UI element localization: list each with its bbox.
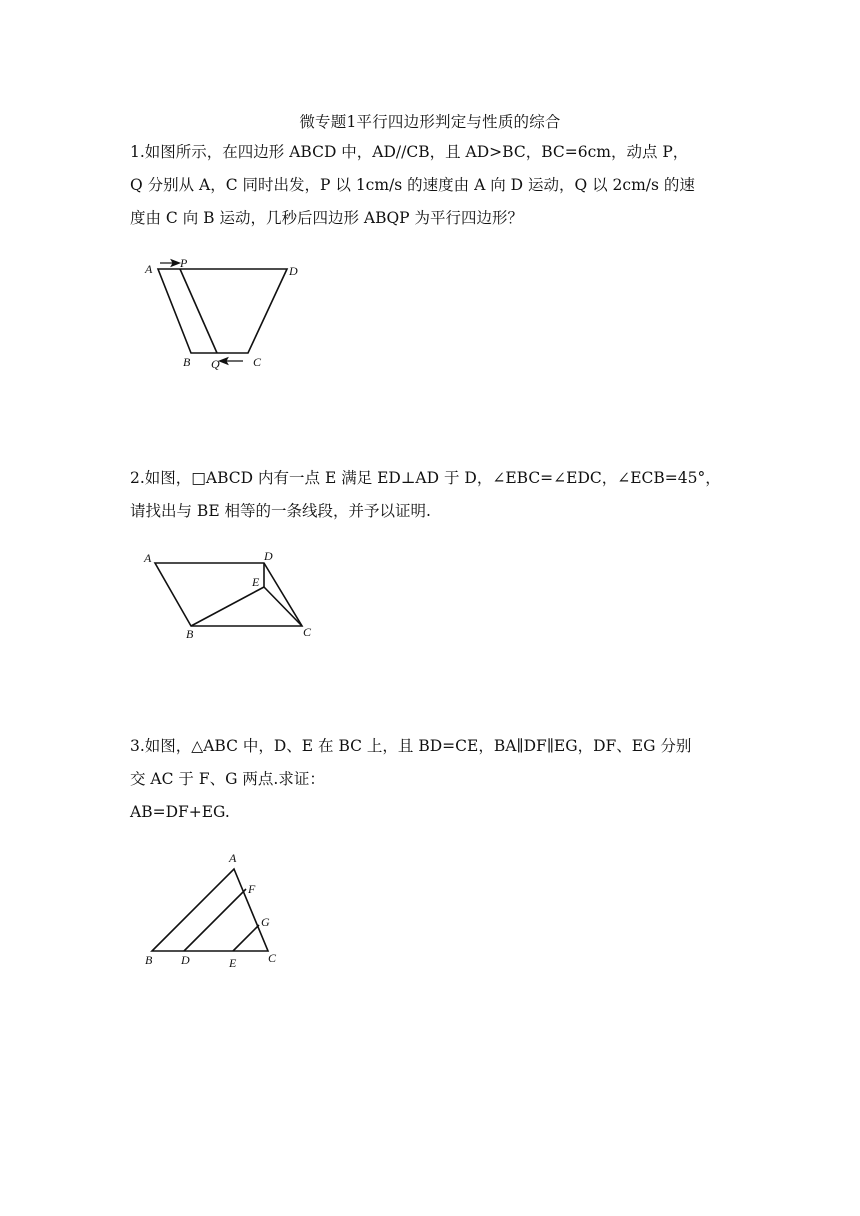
label-a: A — [229, 851, 237, 865]
problem-2-text — [130, 462, 730, 528]
problem-3-figure — [140, 848, 290, 973]
problem-1-text — [130, 136, 730, 235]
problem-3-line-3: AB=DF+EG. — [130, 803, 230, 821]
problem-2-line-2: 请找出与 BE 相等的一条线段，并予以证明. — [130, 502, 431, 520]
problem-2-figure — [140, 545, 320, 645]
label-a: A — [144, 551, 152, 565]
segment-df — [184, 889, 246, 951]
label-e: E — [229, 956, 237, 970]
label-d: D — [264, 549, 273, 563]
segment-be — [191, 587, 264, 626]
label-p: P — [180, 256, 188, 270]
label-q: Q — [211, 357, 220, 371]
problem-3-text — [130, 730, 730, 829]
label-b: B — [145, 953, 153, 967]
label-b: B — [186, 627, 194, 641]
problem-1-figure — [140, 255, 310, 375]
problem-2-line-1: 2.如图，□ABCD 内有一点 E 满足 ED⊥AD 于 D，∠EBC=∠EDC，∠ECB=45°， — [130, 469, 721, 487]
label-c: C — [268, 951, 277, 965]
segment-ec — [264, 587, 302, 626]
label-f: F — [248, 882, 256, 896]
label-e: E — [252, 575, 260, 589]
problem-1-line-1: 1.如图所示，在四边形 ABCD 中，AD//CB，且 AD>BC，BC=6cm，动点 P， — [130, 143, 689, 161]
label-g: G — [261, 915, 270, 929]
problem-1-line-3: 度由 C 向 B 运动，几秒后四边形 ABQP 为平行四边形？ — [130, 209, 524, 227]
label-c: C — [303, 625, 312, 639]
trapezoid-abcd — [158, 269, 287, 353]
problem-3-line-2: 交 AC 于 F、G 两点.求证： — [130, 770, 325, 788]
label-d: D — [289, 264, 298, 278]
label-a: A — [145, 262, 153, 276]
parallelogram-abcd — [155, 563, 302, 626]
label-d: D — [181, 953, 190, 967]
problem-1-line-2: Q 分别从 A，C 同时出发，P 以 1cm/s 的速度由 A 向 D 运动，Q 以 2cm/s 的速 — [130, 176, 695, 194]
document-title: 微专题1平行四边形判定与性质的综合 — [299, 113, 561, 131]
segment-eg — [233, 925, 259, 951]
label-b: B — [183, 355, 191, 369]
problem-3-line-1: 3.如图，△ABC 中，D、E 在 BC 上，且 BD=CE，BA∥DF∥EG，DF、EG 分别 — [130, 737, 692, 755]
label-c: C — [253, 355, 262, 369]
